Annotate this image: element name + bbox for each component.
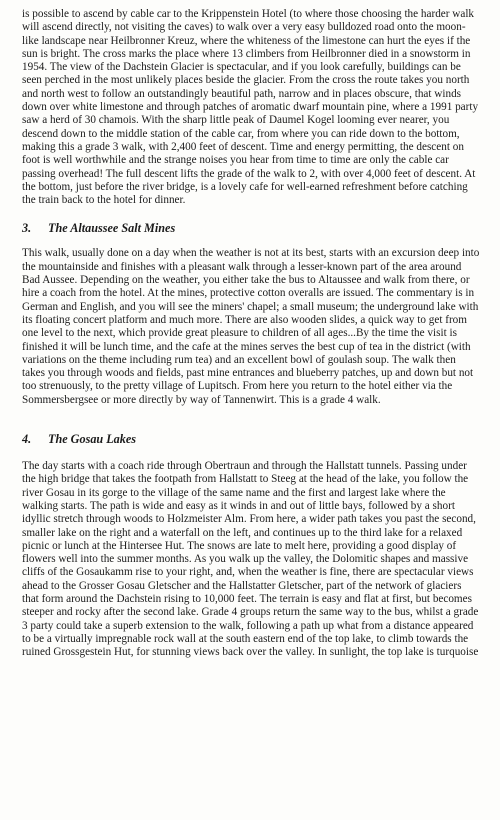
section-3-body: This walk, usually done on a day when the weather is not at its best, starts with an excursion deep into the mountainside and finishes with a pleasant walk through a lesser-known part of the area around Bad Aussee. Depending on the weather, you either take the bus to Altaussee and walk from there, or hire a coach from the hotel. At the mines, protective cotton overalls are issued. The commentary is in German and English, and you will see the miners' chapel; a small museum; the underground lake with its floating concert platform and much more. There are also wooden slides, a quick way to get from one level to the next, which provide great pleasure to children of all ages...By the time the visit is finished it will be lunch time, and the cafe at the mines serves the best cup of tea in the district (with variations on the theme including rum tea) and an excellent bowl of goulash soup. The walk then takes you through woods and fields, past mine entrances and blueberry patches, up and down but not too strenuously, to the pretty village of Lupitsch. From here you return to the hotel either via the Sommersbergsee or more directly by way of Tannenwirt. This is a grade 4 walk. xyxy=(22,247,480,406)
intro-paragraph: is possible to ascend by cable car to the Krippenstein Hotel (to where those choosing the harder walk will ascend directly, not visiting the caves) to walk over a very easy bulldozed road onto the moon-like landscape near Heilbronner Kreuz, where the whiteness of the limestone can hurt the eyes if the sun is bright. The cross marks the place where 13 climbers from Heilbronner died in a snowstorm in 1954. The view of the Dachstein Glacier is spectacular, and if you look carefully, buildings can be seen perched in the most unlikely places beside the glacier. From the cross the route takes you north and north west to follow an outstandingly beautiful path, narrow and in places obscure, that winds down over white limestone and through patches of aromatic dwarf mountain pine, where a 1991 party saw a herd of 30 chamois. With the sharp little peak of Daumel Kogel looming ever nearer, you descend down to the middle station of the cable car, from where you can ride down to the bottom, making this a grade 3 walk, with 2,400 feet of descent. Time and energy permitting, the descent on foot is well worthwhile and the strange noises you hear from time to time are only the cable car passing overhead! The full descent lifts the grade of the walk to 2, with over 4,000 feet of descent. At the bottom, just before the river bridge, is a lovely cafe for well-earned refreshment before catching the train back to the hotel for dinner. xyxy=(22,8,479,207)
section-4-title: The Gosau Lakes xyxy=(48,432,137,447)
section-3-heading xyxy=(22,221,480,235)
section-4-body: The day starts with a coach ride through Obertraun and through the Hallstatt tunnels. Passing under the high bridge that takes the footpath from Hallstatt to Steeg at the head of the lake, you follow the river Gosau in its gorge to the village of the same name and the first and largest lake where the walking starts. The path is wide and easy as it winds in and out of little bays, followed by a short idyllic stretch through woods to Holzmeister Alm. From here, a wider path takes you past the second, smaller lake on the right and a waterfall on the left, and continues up to the third lake for a relaxed picnic or lunch at the Hintersee Hut. The snows are late to melt here, providing a good display of flowers well into the summer months. As you walk up the valley, the Dolomitic shapes and massive cliffs of the Gosaukamm rise to your right, and, when the weather is fine, there are spectacular views ahead to the Grosser Gosau Gletscher and the Hallstatter Gletscher, part of the network of glaciers that form around the Dachstein rising to 10,000 feet. The terrain is easy and flat at first, but becomes steeper and rocky after the second lake. Grade 4 groups return the same way to the bus, whilst a grade 3 party could take a superb extension to the walk, following a path up what from a distance appeared to be a virtually impregnable rock wall at the south eastern end of the top lake, to climb towards the ruined Grossgestein Hut, for stunning views back over the valley. In sunlight, the top lake is turquoise xyxy=(22,460,479,659)
section-4-heading xyxy=(22,432,480,446)
section-3-title: The Altaussee Salt Mines xyxy=(48,221,176,236)
section-4-number: 4. xyxy=(22,432,32,447)
section-3-number: 3. xyxy=(22,221,32,236)
